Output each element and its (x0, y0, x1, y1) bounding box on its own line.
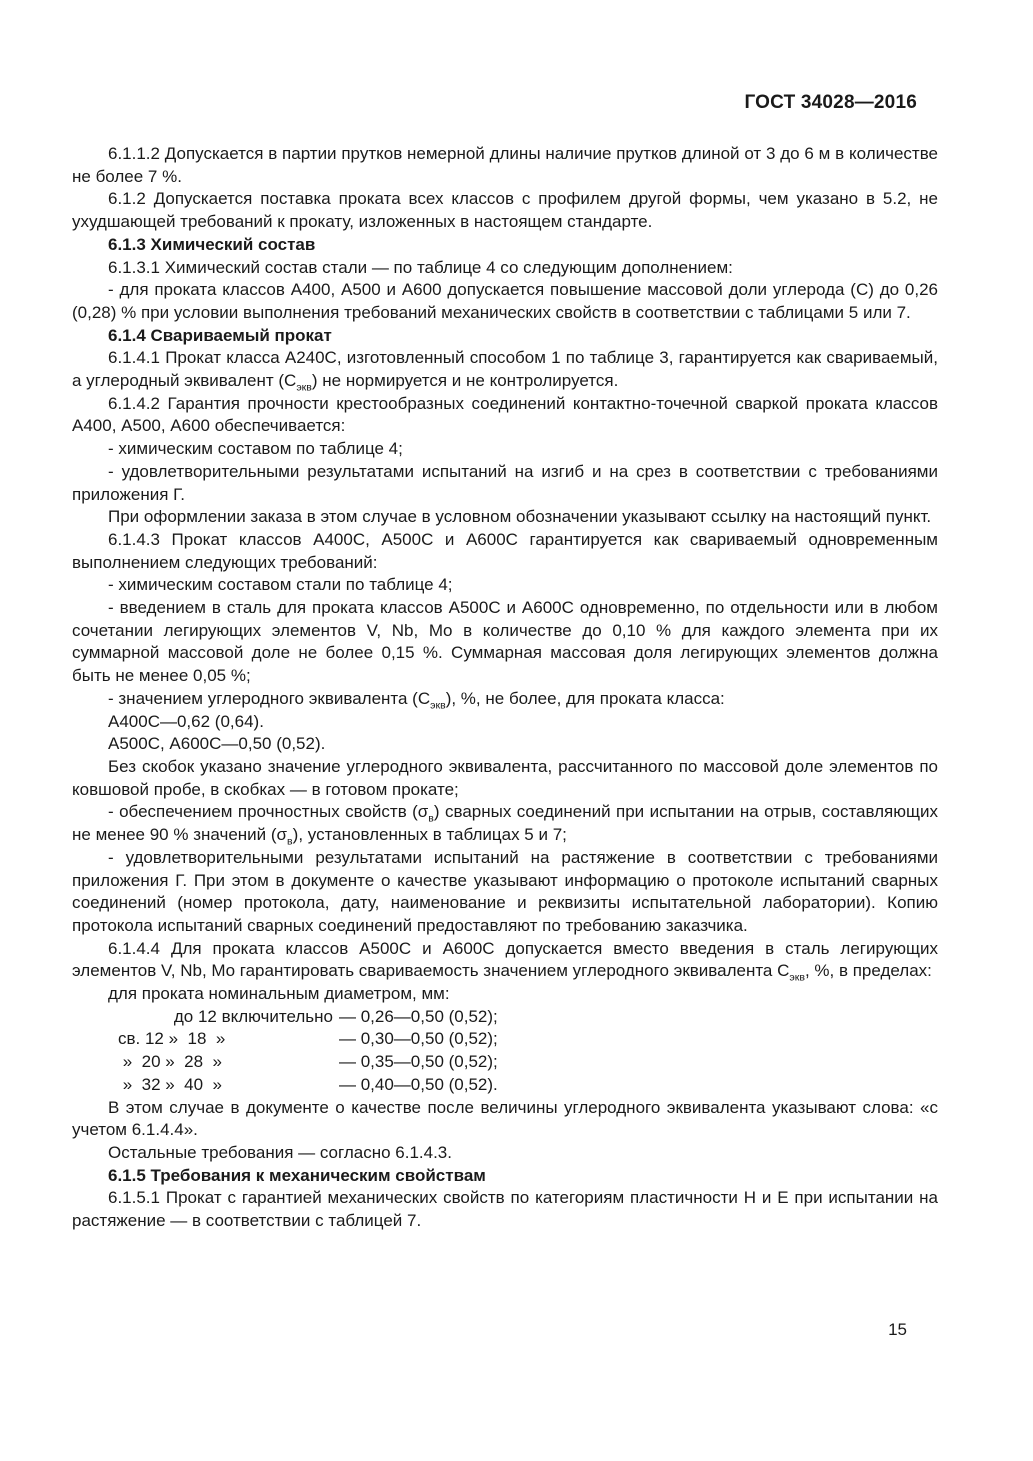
paragraph: - для проката классов А400, А500 и А600 допускается повышение массовой доли углерода (С) до 0,26 (0,28) % при условии выполнения требований механических свойств в соответствии с таблицами 5 или 7. (72, 280, 938, 322)
diameter-list-row (118, 1006, 938, 1029)
paragraph: - значением углеродного эквивалента $(С_{экв})$, %, не более, для проката класса: (108, 688, 725, 712)
diameter-range: » 32 » 40 » (118, 1074, 222, 1094)
diameter-range: св. 12 » 18 » (118, 1029, 226, 1049)
paragraph: 6.1.4.1 Прокат класса А240С, изготовленный способом 1 по таблице 3, гарантируется как свариваемый, а углеродный эквивалент $(С_{экв})$ не нормируется и не контролируется. (72, 348, 938, 394)
paragraph: 6.1.5.1 Прокат с гарантией механических свойств по категориям пластичности Н и Е при испытании на растяжение — в соответствии с таблицей 7. (72, 1188, 938, 1231)
paragraph: 6.1.4.2 Гарантия прочности крестообразных соединений контактно-точечной сваркой проката классов А400, А500, А600 обеспечивается: (72, 393, 938, 436)
diameter-list (118, 1006, 938, 1097)
paragraph: 6.1.2 Допускается поставка проката всех классов с профилем другой формы, чем указано в 5.2, не ухудшающей требований к прокату, изложенных в настоящем стандарте. (72, 189, 938, 232)
diameter-list-row (118, 1028, 938, 1051)
diameter-list-row (118, 1051, 938, 1074)
paragraph: При оформлении заказа в этом случае в условном обозначении указывают ссылку на настоящий пункт. (108, 507, 932, 527)
diameter-list-row (118, 1074, 938, 1097)
paragraph: А500С, А600С—0,50 (0,52). (108, 734, 326, 754)
subscript: в (287, 835, 293, 848)
subscript: экв (789, 971, 805, 984)
carbon-equivalent-range: — 0,26—0,50 (0,52); (339, 1006, 498, 1026)
subscript: экв (430, 699, 446, 712)
carbon-equivalent-range: — 0,35—0,50 (0,52); (339, 1052, 498, 1072)
page-number: 15 (888, 1320, 907, 1339)
paragraph: - удовлетворительными результатами испытаний на растяжение в соответствии с требованиями приложения Г. При этом в документе о качестве указывают информацию о протоколе испытаний сварных соединений (номер протокола, дату, наименование и реквизиты испытательной лаборатории). Копию протокола испытаний сварных соединений предоставляют по требованию заказчика. (72, 847, 938, 935)
paragraph: - обеспечением прочностных свойств $(\sigma_в)$ сварных соединений при испытании на отрыв, составляющих не менее 90 % значений $(\sigma_в)$, установленных в таблицах 5 и 7; (72, 802, 938, 848)
section-heading: 6.1.5 Требования к механическим свойствам (108, 1165, 486, 1185)
paragraph: 6.1.3.1 Химический состав стали — по таблице 4 со следующим дополнением: (108, 257, 733, 277)
paragraph: - введением в сталь для проката классов А500С и А600С одновременно, по отдельности или в любом сочетании легирующих элементов V, Nb, Mo в количестве до 0,10 % для каждого элемента при их суммарной массовой доле не более 0,15 %. Суммарная массовая доля легирующих элементов должна быть не менее 0,05 %; (72, 598, 938, 686)
paragraph: В этом случае в документе о качестве после величины углеродного эквивалента указывают слова: «с учетом 6.1.4.4». (72, 1097, 938, 1140)
paragraph: - химическим составом по таблице 4; (108, 439, 403, 459)
standard-designation-header: ГОСТ 34028—2016 (744, 92, 917, 113)
carbon-equivalent-range: — 0,30—0,50 (0,52); (339, 1029, 498, 1049)
paragraph: 6.1.1.2 Допускается в партии прутков немерной длины наличие прутков длиной от 3 до 6 м в количестве не более 7 %. (72, 144, 938, 186)
diameter-range: до 12 включительно (173, 1006, 333, 1026)
paragraph: - удовлетворительными результатами испытаний на изгиб и на срез в соответствии с требованиями приложения Г. (72, 461, 938, 504)
paragraph: Остальные требования — согласно 6.1.4.3. (108, 1142, 452, 1162)
paragraph: А400С—0,62 (0,64). (108, 711, 264, 731)
subscript: в (428, 812, 434, 825)
diameter-range: » 20 » 28 » (118, 1052, 222, 1072)
paragraph: Без скобок указано значение углеродного эквивалента, рассчитанного по массовой доле элементов по ковшовой пробе, в скобках — в готовом прокате; (72, 756, 938, 799)
section-heading: 6.1.4 Свариваемый прокат (108, 325, 332, 345)
section-heading: 6.1.3 Химический состав (108, 234, 316, 254)
document-body (72, 143, 938, 1233)
paragraph: для проката номинальным диаметром, мм: (108, 984, 450, 1004)
subscript: экв (296, 381, 312, 394)
paragraph: 6.1.4.3 Прокат классов А400С, А500С и А600С гарантируется как свариваемый одновременным выполнением следующих требований: (72, 529, 938, 572)
paragraph: 6.1.4.4 Для проката классов А500С и А600С допускается вместо введения в сталь легирующих элементов V, Nb, Mo гарантировать свариваемость значением углеродного эквивалента $С_{экв}$, %, в пределах: (72, 938, 938, 984)
paragraph: - химическим составом стали по таблице 4; (108, 575, 453, 595)
carbon-equivalent-range: — 0,40—0,50 (0,52). (339, 1074, 498, 1094)
